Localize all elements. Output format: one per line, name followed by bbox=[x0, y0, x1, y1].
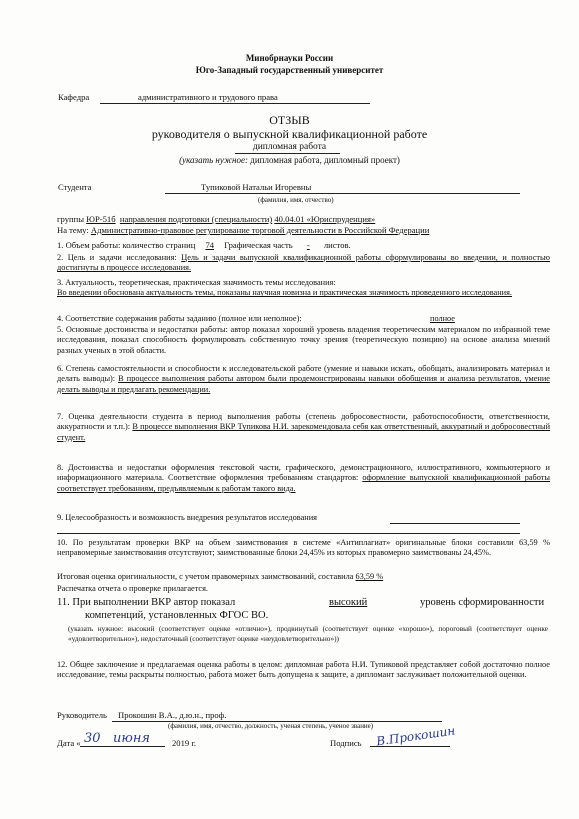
work-kind: дипломная работа bbox=[252, 142, 327, 152]
group-label: группы bbox=[57, 214, 84, 224]
item-4-label: 4. Соответствие содержания работы заданию (полное или неполное): bbox=[57, 314, 302, 323]
item-11-note: (указать нужное: высокий (соответствует оценке «отлично»), продвинутый (соответствует оценке «хорошо»), пороговый (соответствует оценке «удовлетворительно»), недостаточный (соответствует оценке «неудовлетворительно»)) bbox=[68, 624, 548, 643]
supervisor-value: Прокошин В.А., д.ю.н., проф. bbox=[118, 710, 227, 720]
student-caption: (фамилия, имя, отчество) bbox=[258, 196, 334, 204]
volume-sheets-value: - bbox=[306, 240, 310, 250]
item-12: 12. Общее заключение и предлагаемая оценка работы в целом: дипломная работа Н.И. Тупиковой представляет собой достаточно полное исследование, темы раскрыты полностью, работа может быть допущена к защите, а дипломант заслуживает положительной оценки. bbox=[57, 660, 550, 680]
work-kind-hint bbox=[0, 155, 579, 165]
item-7-text: В процессе выполнения ВКР Тупикова Н.И. зарекомендовала себя как ответственный, аккуратный и добросовестный студент. bbox=[57, 422, 551, 442]
volume-pages-value: 74 bbox=[205, 240, 215, 250]
item-5: 5. Основные достоинства и недостатки работы: автор показал хороший уровень владения теоретическим материалом по избранной теме исследования, показал способность формулировать собственную точку зрения (теоретическую позицию) на основе анализа мнений разных ученых в этой области. bbox=[57, 325, 550, 355]
handwritten-signature: В.Прокошин bbox=[375, 723, 456, 749]
direction-label: направления подготовки (специальности) bbox=[119, 214, 273, 224]
item-2 bbox=[57, 253, 550, 274]
item-11-tail: уровень сформированности bbox=[420, 597, 545, 608]
printout-note: Распечатка отчета о проверке прилагается. bbox=[57, 584, 208, 593]
item-10: 10. По результатам проверки ВКР на объем заимствования в системе «Антиплагиат» оригинальные блоки составили 63,59 % неправомерные заимствования отсутствуют; заимствованные блоки 24,45% из которых правомерно заимствованы 24,45%. bbox=[57, 538, 550, 558]
item-11-line-1 bbox=[57, 597, 235, 608]
volume-sheets-label: листов. bbox=[323, 240, 351, 250]
topic-label: На тему: bbox=[57, 225, 89, 235]
ministry-header: Минобрнауки России bbox=[245, 53, 334, 63]
student-name: Тупиковой Натальи Игоревны bbox=[201, 182, 312, 192]
volume-line bbox=[57, 240, 351, 250]
department-label: Кафедра bbox=[58, 92, 90, 102]
item-2-label: 2. Цель и задачи исследования: bbox=[57, 253, 177, 262]
item-11-label: 11. При выполнении ВКР автор показал bbox=[57, 597, 236, 608]
hint-prefix: (указать нужное: bbox=[179, 155, 248, 165]
item-2-text: Цель и задачи выпускной квалификационной работы сформулированы во введении, и полностью достигнуты в процессе исследования. bbox=[57, 253, 550, 273]
volume-graphics-label: Графическая часть bbox=[224, 240, 293, 250]
item-11-line-2: компетенций, установленных ФГОС ВО. bbox=[85, 610, 269, 621]
item-9: 9. Целесообразность и возможность внедрения результатов исследования bbox=[57, 513, 317, 522]
item-4-value: полное bbox=[430, 314, 455, 323]
doc-subtitle: руководителя о выпускной квалификационной работе bbox=[151, 127, 428, 141]
originality-line bbox=[57, 572, 383, 582]
item-6-label: 6. Степень самостоятельности и способности к исследовательской работе (умение и навыки искать, обобщать, анализировать материал и делать выводы): bbox=[57, 364, 550, 384]
supervisor-label: Руководитель bbox=[57, 710, 107, 720]
date-label: Дата « bbox=[57, 738, 81, 748]
department-underline bbox=[100, 103, 370, 104]
item-7-label: 7. Оценка деятельности студента в период выполнения работы (степень добросовестности, работоспособности, ответственности, аккуратности и т.п.): bbox=[57, 412, 550, 432]
date-day: 30 bbox=[84, 731, 101, 746]
item-3-label: 3. Актуальность, теоретическая, практическая значимость темы исследования: bbox=[57, 278, 336, 287]
originality-value: 63,59 % bbox=[355, 572, 384, 581]
item-8 bbox=[57, 463, 550, 494]
date-month: июня bbox=[113, 731, 150, 746]
topic-line bbox=[57, 225, 429, 235]
item-6 bbox=[57, 364, 550, 395]
item-3 bbox=[57, 278, 550, 299]
university-header: Юго-Западный государственный университет bbox=[195, 65, 384, 75]
group-line bbox=[57, 214, 375, 224]
hint-rest: дипломная работа, дипломный проект) bbox=[247, 155, 400, 165]
department-value: административного и трудового права bbox=[138, 92, 278, 102]
date-year: 2019 г. bbox=[172, 738, 197, 748]
item-8-text: 8. Достоинства и недостатки оформления текстовой части, графического, демонстрационного, иллюстративного, компьютерного и информационного материала. Соответствие оформления требованиям стандартов: bbox=[57, 463, 550, 483]
supervisor-caption: (фамилия, имя, отчество, должность, ученая степень, ученое звание) bbox=[168, 722, 374, 730]
item-9-underline bbox=[390, 523, 520, 524]
originality-label: Итоговая оценка оригинальности, с учетом правомерных заимствований, составила bbox=[57, 572, 354, 581]
item-7 bbox=[57, 412, 550, 443]
date-underline bbox=[80, 746, 165, 747]
topic-value: Административно-правовое регулирование торговой деятельности в Российской Федерации bbox=[90, 225, 430, 235]
item-8-value: оформление выпускной квалификационной работы соответствует требованиям, предъявляемым к работам такого вида. bbox=[57, 473, 550, 493]
student-label: Студента bbox=[58, 182, 92, 192]
item-3-text: Во введении обоснована актуальность темы, показаны научная новизна и практическая значимость проведенного исследования. bbox=[57, 288, 512, 298]
group-value: ЮР-51б bbox=[86, 214, 116, 224]
work-kind-underline bbox=[235, 153, 340, 154]
item-6-text: В процессе выполнения работы автором были продемонстрированы навыки обобщения и анализа результатов, умение делать выводы и предлагать рекомендации. bbox=[57, 374, 550, 394]
direction-value: 40.04.01 «Юриспруденция» bbox=[274, 214, 376, 224]
item-11-value: высокий bbox=[329, 597, 368, 608]
volume-pages-label: 1. Объем работы: количество страниц bbox=[57, 240, 196, 250]
sign-label: Подпись bbox=[330, 738, 362, 748]
student-underline bbox=[165, 193, 520, 194]
item-9-underline-2 bbox=[57, 533, 520, 534]
doc-title: ОТЗЫВ bbox=[269, 113, 310, 127]
